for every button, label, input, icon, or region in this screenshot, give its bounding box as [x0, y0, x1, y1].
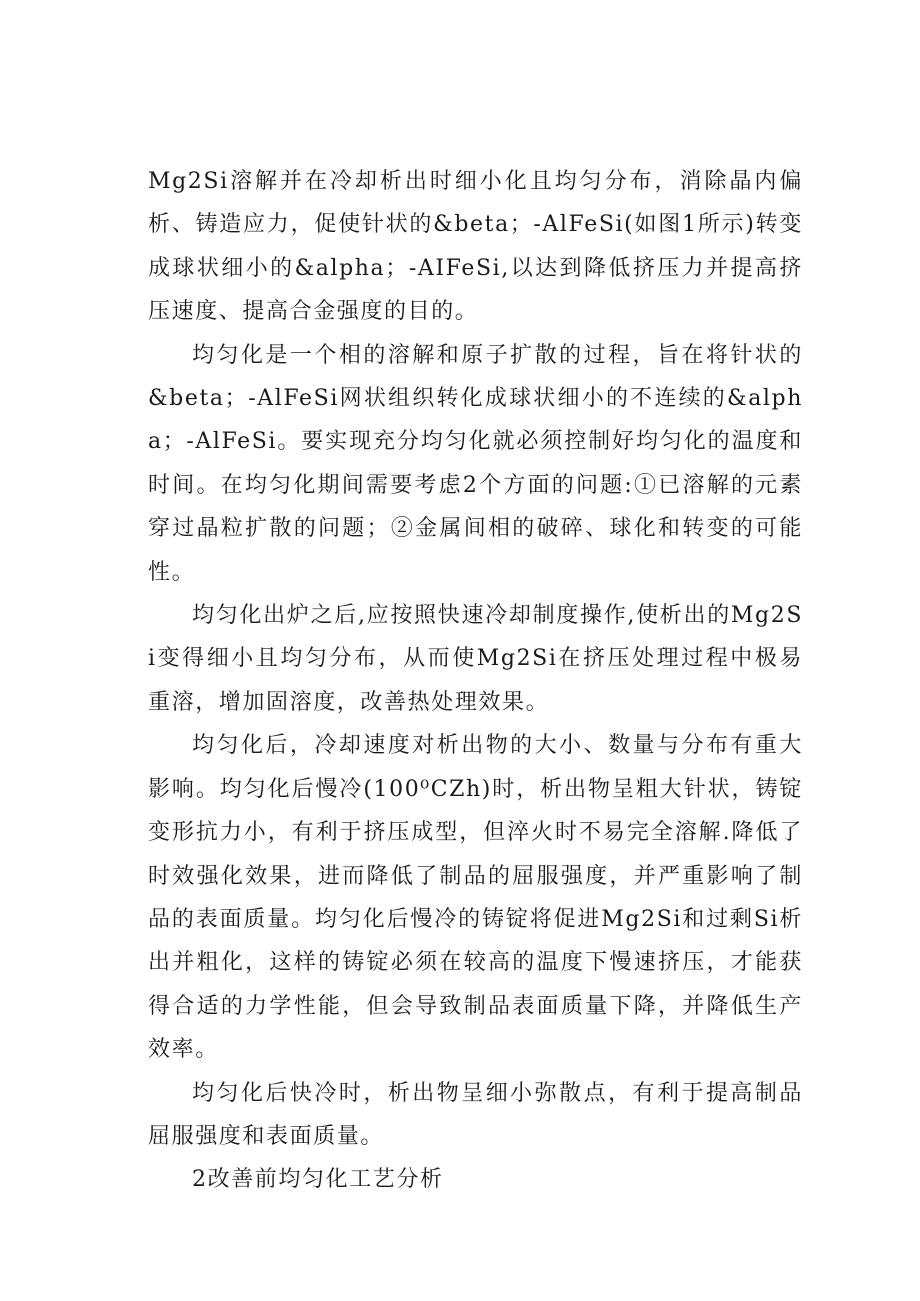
paragraph-cooling-rate-effects: 均匀化后，冷却速度对析出物的大小、数量与分布有重大影响。均匀化后慢冷(100⁰CZh)时，析出物呈粗大针状，铸锭变形抗力小，有利于挤压成型，但淬火时不易完全溶解.降低了时效强化效果，进而降低了制品的屈服强度，并严重影响了制品的表面质量。均匀化后慢冷的铸锭将促进Mg2Si和过剩Si析出并粗化，这样的铸锭必须在较高的温度下慢速挤压，才能获得合适的力学性能，但会导致制品表面质量下降，并降低生产效率。: [148, 733, 803, 1063]
paragraph-homogenization-process: 均匀化是一个相的溶解和原子扩散的过程，旨在将针状的&beta；-AlFeSi网状组织转化成球状细小的不连续的&alpha；-AlFeSi。要实现充分均匀化就必须控制好均匀化的温度和时间。在均匀化期间需要考虑2个方面的问题:①已溶解的元素穿过晶粒扩散的问题；②金属间相的破碎、球化和转变的可能性。: [148, 342, 803, 585]
paragraph-mg2si-dissolution: Mg2Si溶解并在冷却析出时细小化且均匀分布，消除晶内偏析、铸造应力，促使针状的&beta；-AlFeSi(如图1所示)转变成球状细小的&alpha；-AIFeSi,以达到降低挤压力并提高挤压速度、提高合金强度的目的。: [148, 169, 803, 325]
paragraph-rapid-cooling: 均匀化出炉之后,应按照快速冷却制度操作,使析出的Mg2Si变得细小且均匀分布，从而使Mg2Si在挤压处理过程中极易重溶，增加固溶度，改善热处理效果。: [148, 603, 803, 715]
section-heading: 2改善前均匀化工艺分析: [192, 1167, 444, 1193]
paragraph-fast-cooling: 均匀化后快冷时，析出物呈细小弥散点，有利于提高制品屈服强度和表面质量。: [148, 1080, 803, 1149]
document-body: [148, 160, 803, 1202]
